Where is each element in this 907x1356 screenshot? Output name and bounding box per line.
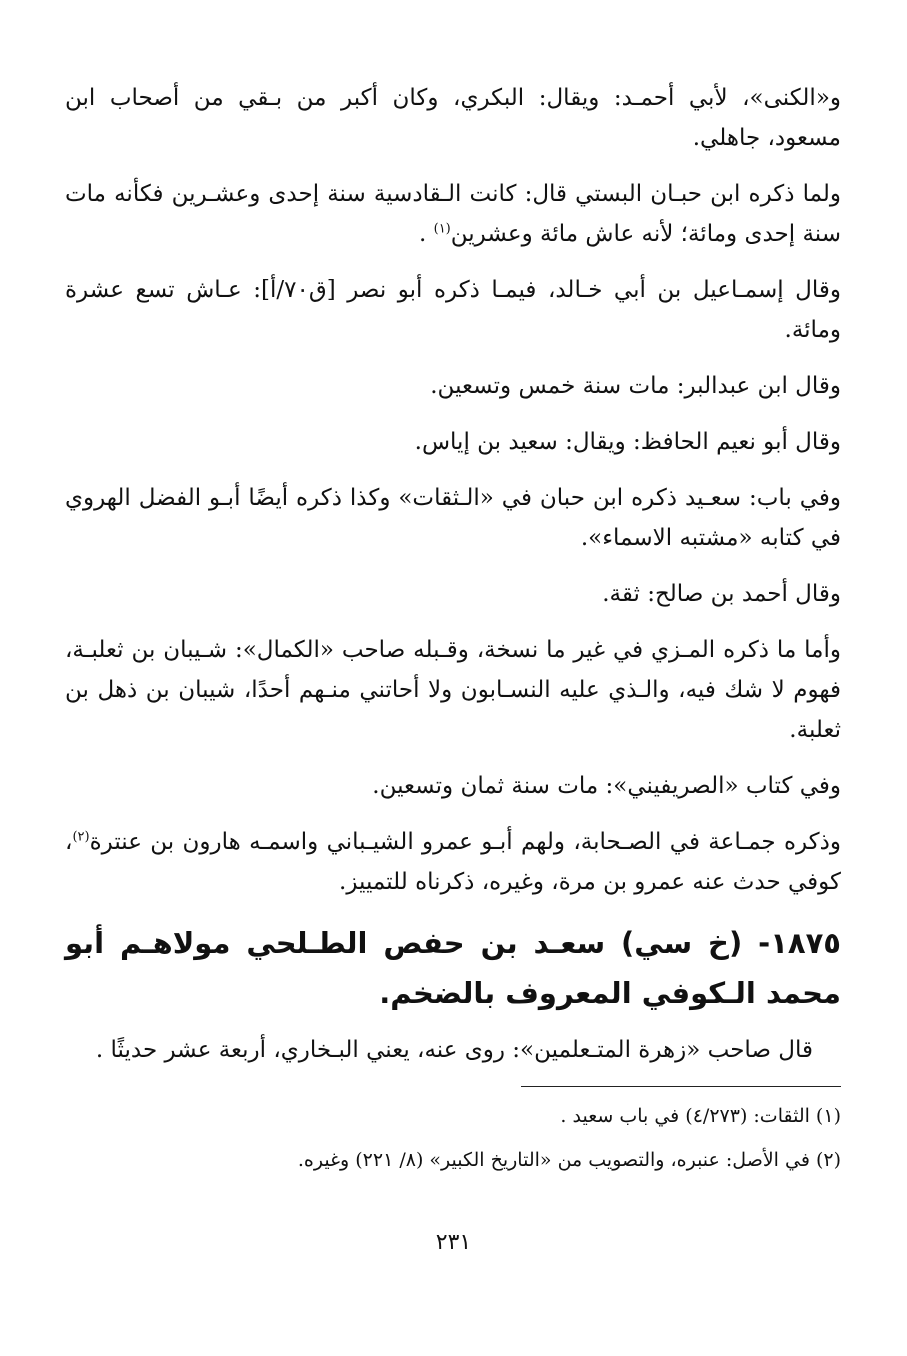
paragraph-2-period: . <box>418 221 434 247</box>
entry-heading: ١٨٧٥- (خ سي) سعـد بن حفص الطـلحي مولاهـم أبو محمد الـكوفي المعروف بالضخم. <box>65 926 841 1010</box>
paragraph-8: وأما ما ذكره المـزي في غير ما نسخة، وقـبله صاحب «الكمال»: شـيبان بن ثعلبـة، فهوم لا شك فيه، والـذي عليه النسـابون ولا أحاتني منـهم أحدًا، شيبان بن ذهل بن ثعلبة. <box>65 637 841 743</box>
paragraph-4: وقال ابن عبدالبر: مات سنة خمس وتسعين. <box>430 373 841 399</box>
paragraph-10-text-before: وذكره جمـاعة في الصـحابة، ولهم أبـو عمرو الشيـباني واسمـه هارون بن عنترة <box>89 829 841 855</box>
footnote-2: (٢) في الأصل: عنبره، والتصويب من «التاريخ الكبير» (٨/ ٢٢١) وغيره. <box>297 1149 841 1171</box>
paragraph-6: وفي باب: سعـيد ذكره ابن حبان في «الـثقات» وكذا ذكره أيضًا أبـو الفضل الهروي في كتابه «مشتبه الاسماء». <box>65 485 841 551</box>
entry-text: قال صاحب «زهرة المتـعلمين»: روى عنه، يعني البـخاري، أربعة عشر حديثًا . <box>95 1037 813 1063</box>
paragraph-10 <box>65 822 841 902</box>
footnote-1: (١) الثقات: (٤/٢٧٣) في باب سعيد . <box>560 1105 841 1127</box>
paragraph-2-text: ولما ذكره ابن حبـان البستي قال: كانت الـقادسية سنة إحدى وعشـرين فكأنه مات سنة إحدى ومائة؛ لأنه عاش مائة وعشرين <box>65 181 841 247</box>
paragraph-7: وقال أحمد بن صالح: ثقة. <box>602 581 841 607</box>
paragraph-10-text-after: ، كوفي حدث عنه عمرو بن مرة، وغيره، ذكرناه للتمييز. <box>65 829 841 895</box>
page-body <box>65 78 841 1189</box>
footnote-divider <box>521 1086 841 1087</box>
paragraph-2 <box>65 174 841 254</box>
page-number: ٢٣١ <box>435 1230 472 1255</box>
footnote-marker-1: (١) <box>433 221 451 237</box>
paragraph-1: و«الكنى»، لأبي أحمـد: ويقال: البكري، وكان أكبر من بـقي من أصحاب ابن مسعود، جاهلي. <box>65 85 841 151</box>
footnote-marker-2: (٢) <box>72 829 90 845</box>
paragraph-3: وقال إسمـاعيل بن أبي خـالد، فيمـا ذكره أبو نصر [ق٧٠/أ]: عـاش تسع عشرة ومائة. <box>65 277 842 343</box>
paragraph-5: وقال أبو نعيم الحافظ: ويقال: سعيد بن إياس. <box>414 429 841 455</box>
paragraph-9: وفي كتاب «الصريفيني»: مات سنة ثمان وتسعين. <box>372 773 841 799</box>
